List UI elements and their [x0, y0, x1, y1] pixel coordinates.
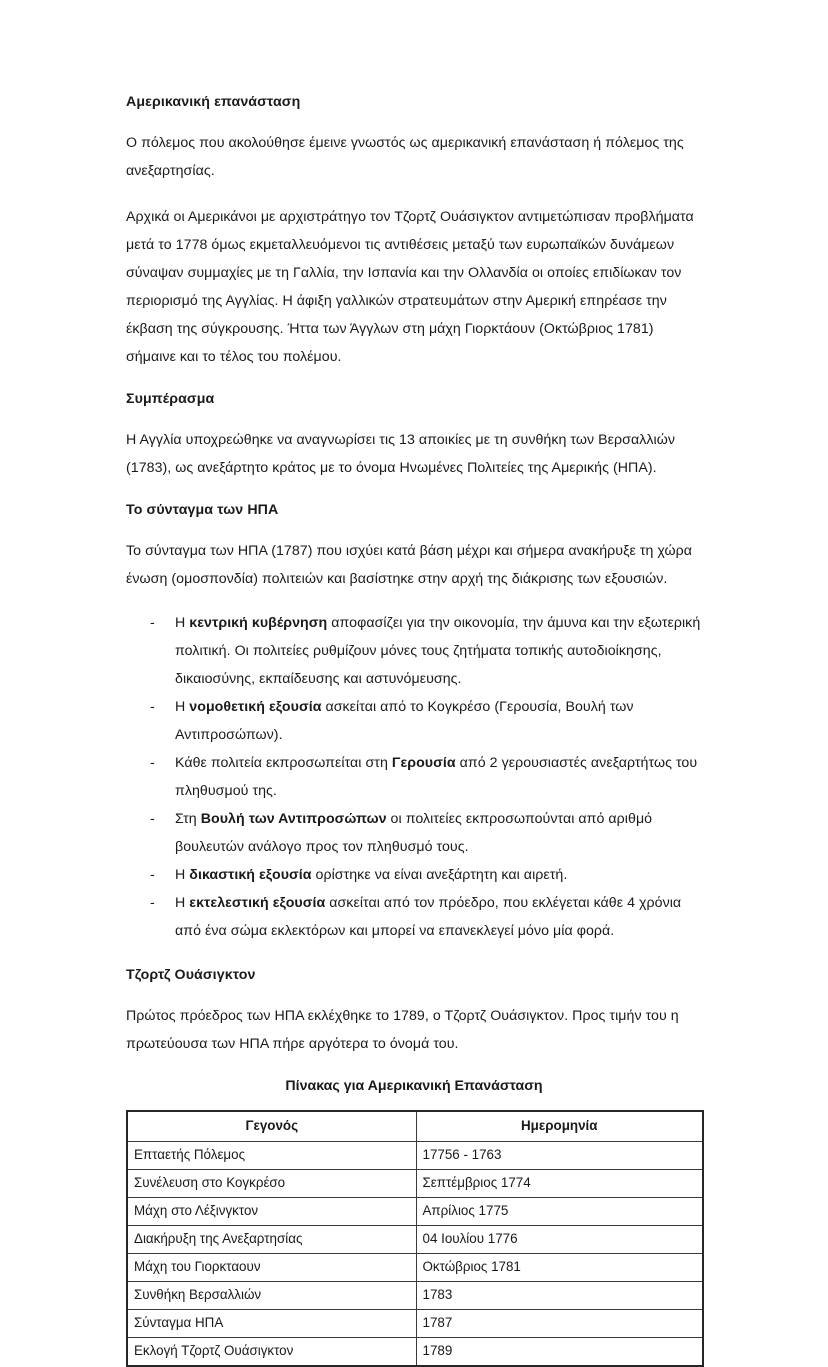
paragraph-american-alliances: Αρχικά οι Αμερικάνοι με αρχιστράτηγο τον Τζορτζ Ουάσιγκτον αντιμετώπισαν προβλήματα μετά το 1778 όμως εκμεταλλευόμενοι τις αντιθέσεις μεταξύ των ευρωπαϊκών δυνάμεων σύναψαν συμμαχίες με τη Γαλλία, την Ισπανία και την Ολλανδία οι οποίες επιδίωκαν τον περιορισμό της Αγγλίας. Η άφιξη γαλλικών στρατευμάτων στην Αμερική επηρέασε την έκβαση της σύγκρουσης. Ήττα των Άγγλων στη μάχη Γιορκτάουν (Οκτώβριος 1781) σήμαινε και το τέλος του πολέμου.	[126, 209, 694, 365]
cell-event: Συνθήκη Βερσαλλιών	[127, 1282, 416, 1310]
list-item-lead: Η	[175, 699, 190, 715]
cell-date: 1783	[416, 1282, 703, 1310]
table-row	[127, 1310, 703, 1338]
section-heading-us-constitution: Το σύνταγμα των ΗΠΑ	[126, 502, 279, 518]
list-item-emphasis: Γερουσία	[391, 755, 456, 771]
cell-event: Επταετής Πόλεμος	[127, 1142, 416, 1170]
list-bullet-dash: -	[150, 895, 155, 911]
list-item-rest: αποφασίζει για την οικονομία, την άμυνα και την εξωτερική πολιτική. Οι πολιτείες ρυθμίζουν μόνες τους ζητήματα τοπικής αυτοδιοίκησης, δικαιοσύνης, εκπαίδευσης και αστυνόμευσης.	[175, 615, 701, 687]
list-item	[126, 861, 702, 889]
section-heading-george-washington: Τζορτζ Ουάσιγκτον	[126, 967, 256, 983]
cell-event: Μάχη του Γιορκταουν	[127, 1254, 416, 1282]
table-row	[127, 1226, 703, 1254]
cell-date: 04 Ιουλίου 1776	[416, 1226, 703, 1254]
list-item-lead: Η	[175, 867, 190, 883]
cell-date: 1787	[416, 1310, 703, 1338]
table-caption: Πίνακας για Αμερικανική Επανάσταση	[285, 1078, 543, 1094]
american-revolution-timeline-table	[126, 1110, 704, 1367]
list-item	[126, 609, 702, 693]
table-row	[127, 1338, 703, 1367]
table-row	[127, 1142, 703, 1170]
list-item	[126, 805, 702, 861]
list-item-lead: Στη	[175, 811, 201, 827]
list-item-emphasis: νομοθετική εξουσία	[189, 699, 322, 715]
list-item	[126, 889, 702, 945]
paragraph-constitution-federation: Το σύνταγμα των ΗΠΑ (1787) που ισχύει κατά βάση μέχρι και σήμερα ανακήρυξε τη χώρα ένωση (ομοσπονδία) πολιτειών και βασίστηκε στην αρχή της διάκρισης των εξουσιών.	[126, 543, 693, 587]
column-header-date: Ημερομηνία	[416, 1111, 703, 1142]
list-item-rest: ασκείται από τον πρόεδρο, που εκλέγεται κάθε 4 χρόνια από ένα σώμα εκλεκτόρων και μπορεί να επανεκλεγεί μόνο μία φορά.	[175, 895, 682, 939]
document-body	[126, 92, 702, 1367]
table-row	[127, 1198, 703, 1226]
column-header-event: Γεγονός	[127, 1111, 416, 1142]
list-item-rest: από 2 γερουσιαστές ανεξαρτήτως του πληθυσμού της.	[175, 755, 698, 799]
list-item-lead: Η	[175, 895, 190, 911]
cell-date: Οκτώβριος 1781	[416, 1254, 703, 1282]
table-row	[127, 1282, 703, 1310]
table-row	[127, 1254, 703, 1282]
list-item-rest: οι πολιτείες εκπροσωπούνται από αριθμό βουλευτών ανάλογο προς τον πληθυσμό τους.	[175, 811, 653, 855]
cell-event: Συνέλευση στο Κογκρέσο	[127, 1170, 416, 1198]
table-header-row	[127, 1111, 703, 1142]
cell-event: Εκλογή Τζορτζ Ουάσιγκτον	[127, 1338, 416, 1367]
section-heading-conclusion: Συμπέρασμα	[126, 391, 215, 407]
table-row	[127, 1170, 703, 1198]
cell-date: 17756 - 1763	[416, 1142, 703, 1170]
cell-event: Μάχη στο Λέξινγκτον	[127, 1198, 416, 1226]
list-item-rest: ασκείται από το Κογκρέσο (Γερουσία, Βουλή των Αντιπροσώπων).	[175, 699, 634, 743]
list-bullet-dash: -	[150, 755, 155, 771]
cell-date: Απρίλιος 1775	[416, 1198, 703, 1226]
list-item-emphasis: δικαστική εξουσία	[189, 867, 312, 883]
cell-date: 1789	[416, 1338, 703, 1367]
paragraph-treaty-of-versailles: Η Αγγλία υποχρεώθηκε να αναγνωρίσει τις 13 αποικίες με τη συνθήκη των Βερσαλλιών (1783), ως ανεξάρτητο κράτος με το όνομα Ηνωμένες Πολιτείες της Αμερικής (ΗΠΑ).	[126, 432, 675, 476]
list-item	[126, 749, 702, 805]
list-bullet-dash: -	[150, 699, 155, 715]
list-item	[126, 693, 702, 749]
list-bullet-dash: -	[150, 811, 155, 827]
cell-event: Διακήρυξη της Ανεξαρτησίας	[127, 1226, 416, 1254]
list-item-emphasis: κεντρική κυβέρνηση	[189, 615, 328, 631]
list-bullet-dash: -	[150, 615, 155, 631]
list-item-rest: ορίστηκε να είναι ανεξάρτητη και αιρετή.	[311, 867, 568, 883]
section-heading-american-revolution: Αμερικανική επανάσταση	[126, 94, 301, 110]
list-item-lead: Η	[175, 615, 190, 631]
cell-date: Σεπτέμβριος 1774	[416, 1170, 703, 1198]
list-item-lead: Κάθε πολιτεία εκπροσωπείται στη	[175, 755, 392, 771]
paragraph-war-known-as: Ο πόλεμος που ακολούθησε έμεινε γνωστός ως αμερικανική επανάσταση ή πόλεμος της ανεξαρτησίας.	[126, 135, 684, 179]
constitution-powers-list	[126, 609, 702, 945]
list-bullet-dash: -	[150, 867, 155, 883]
cell-event: Σύνταγμα ΗΠΑ	[127, 1310, 416, 1338]
list-item-emphasis: εκτελεστική εξουσία	[189, 895, 326, 911]
paragraph-first-president: Πρώτος πρόεδρος των ΗΠΑ εκλέχθηκε το 1789, ο Τζορτζ Ουάσιγκτον. Προς τιμήν του η πρωτεύουσα των ΗΠΑ πήρε αργότερα το όνομά του.	[126, 1008, 679, 1052]
list-item-emphasis: Βουλή των Αντιπροσώπων	[200, 811, 387, 827]
